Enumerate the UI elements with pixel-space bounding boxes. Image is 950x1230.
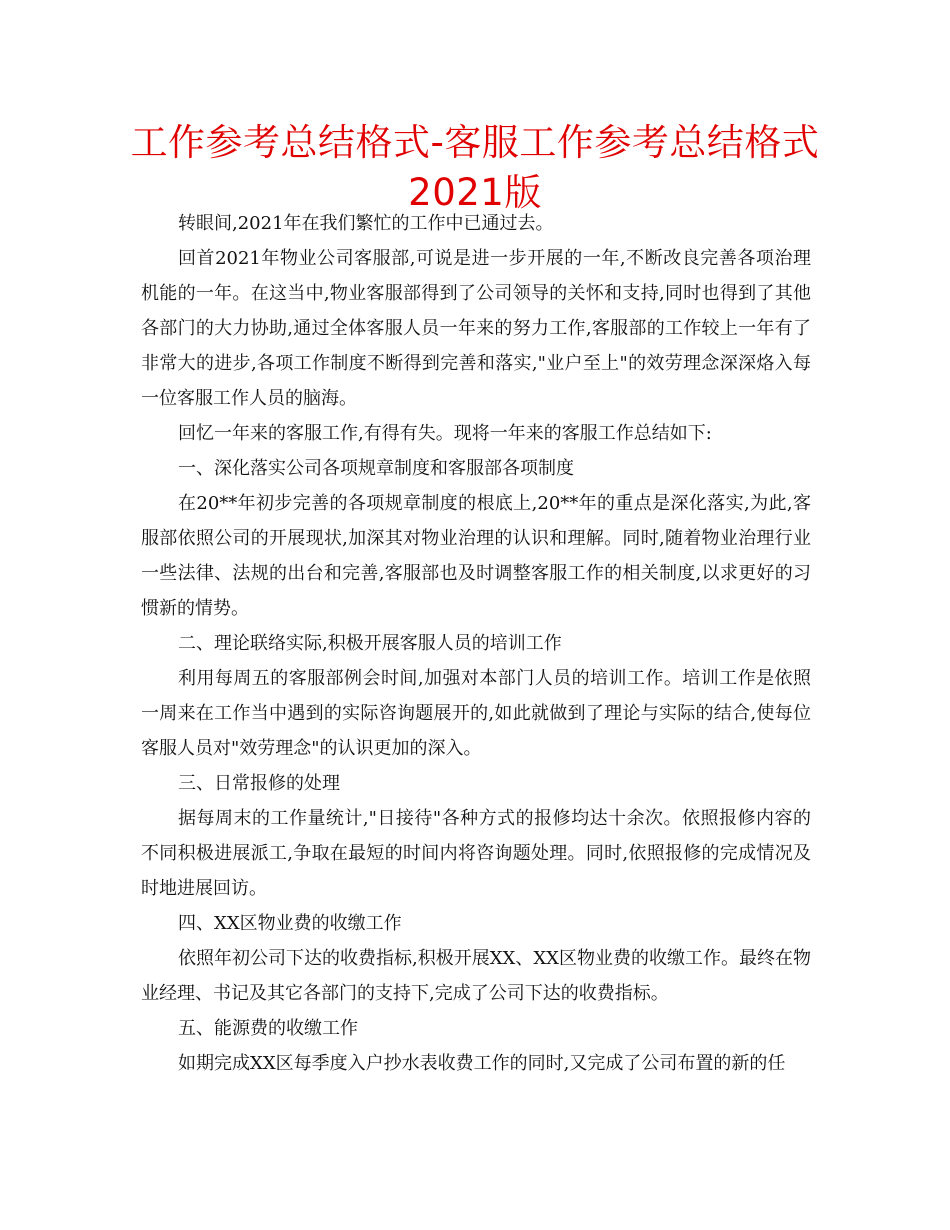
section-heading: 四、XX区物业费的收缴工作 xyxy=(178,913,402,934)
section-heading: 三、日常报修的处理 xyxy=(178,773,340,794)
section-heading: 一、深化落实公司各项规章制度和客服部各项制度 xyxy=(178,458,574,479)
document-title: 工作参考总结格式-客服工作参考总结格式2021版 xyxy=(130,121,820,214)
paragraph: 转眼间,2021年在我们繁忙的工作中已通过去。 xyxy=(178,213,554,234)
paragraph: 据每周末的工作量统计,"日接待"各种方式的报修均达十余次。依照报修内容的不同积极进展派工,争取在最短的时间内将咨询题处理。同时,依照报修的完成情况及时地进展回访。 xyxy=(141,808,811,899)
paragraph: 回忆一年来的客服工作,有得有失。现将一年来的客服工作总结如下: xyxy=(178,423,712,444)
paragraph: 如期完成XX区每季度入户抄水表收费工作的同时,又完成了公司布置的新的任 xyxy=(178,1053,786,1074)
document-body xyxy=(141,206,811,1081)
paragraph: 回首2021年物业公司客服部,可说是进一步开展的一年,不断改良完善各项治理机能的一年。在这当中,物业客服部得到了公司领导的关怀和支持,同时也得到了其他各部门的大力协助,通过全体客服人员一年来的努力工作,客服部的工作较上一年有了非常大的进步,各项工作制度不断得到完善和落实,"业户至上"的效劳理念深深烙入每一位客服工作人员的脑海。 xyxy=(141,248,811,409)
paragraph: 在20**年初步完善的各项规章制度的根底上,20**年的重点是深化落实,为此,客服部依照公司的开展现状,加深其对物业治理的认识和理解。同时,随着物业治理行业一些法律、法规的出台和完善,客服部也及时调整客服工作的相关制度,以求更好的习惯新的情势。 xyxy=(141,493,811,619)
paragraph: 利用每周五的客服部例会时间,加强对本部门人员的培训工作。培训工作是依照一周来在工作当中遇到的实际咨询题展开的,如此就做到了理论与实际的结合,使每位客服人员对"效劳理念"的认识更加的深入。 xyxy=(141,668,811,759)
section-heading: 五、能源费的收缴工作 xyxy=(178,1018,358,1039)
paragraph: 依照年初公司下达的收费指标,积极开展XX、XX区物业费的收缴工作。最终在物业经理、书记及其它各部门的支持下,完成了公司下达的收费指标。 xyxy=(141,948,811,1004)
section-heading: 二、理论联络实际,积极开展客服人员的培训工作 xyxy=(178,633,562,654)
